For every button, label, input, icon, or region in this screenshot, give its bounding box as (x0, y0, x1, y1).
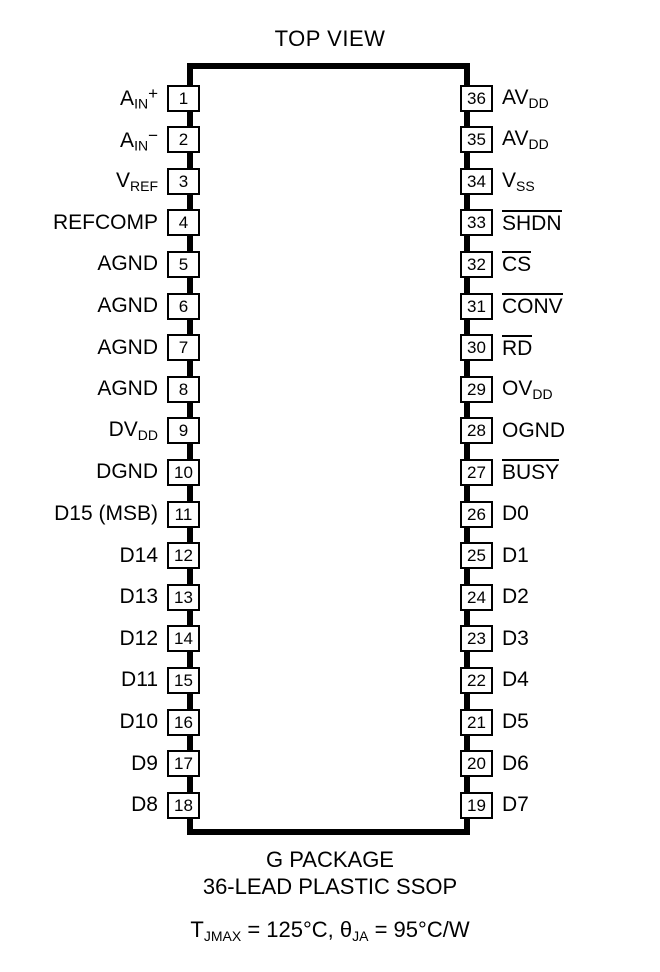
pin-row (0, 542, 200, 570)
pin-label-33: SHDN (502, 211, 562, 235)
pin-row (460, 625, 660, 653)
pin-label-31: CONV (502, 295, 563, 318)
pin-label-8: AGND (97, 377, 158, 401)
pin-number-24: 24 (460, 584, 493, 611)
pin-label-11: D15 (MSB) (54, 502, 158, 525)
pin-number-27: 27 (460, 459, 493, 486)
pin-label-18: D8 (131, 793, 158, 817)
pin-number-1: 1 (167, 85, 200, 112)
pin-row (460, 334, 660, 362)
pin-row (0, 126, 200, 154)
pin-label-21: D5 (502, 710, 529, 733)
pin-row (0, 458, 200, 486)
pin-label-20: D6 (502, 751, 529, 775)
pin-row (0, 334, 200, 362)
pin-row (460, 708, 660, 736)
pin-row (460, 417, 660, 445)
pin-number-26: 26 (460, 501, 493, 528)
page-title: TOP VIEW (274, 26, 386, 51)
pin-row (460, 84, 660, 112)
pin-row (0, 250, 200, 278)
pin-label-6: AGND (97, 294, 158, 317)
pin-label-27: BUSY (502, 461, 560, 485)
package-type-caption: 36-LEAD PLASTIC SSOP (202, 874, 458, 899)
pin-number-32: 32 (460, 251, 493, 278)
pin-row (0, 417, 200, 445)
pin-number-13: 13 (167, 584, 200, 611)
pin-number-6: 6 (167, 293, 200, 320)
pin-row (460, 542, 660, 570)
pin-row (460, 666, 660, 694)
pin-row (0, 84, 200, 112)
pin-label-30: RD (502, 336, 533, 360)
pin-number-19: 19 (460, 792, 493, 819)
pin-number-35: 35 (460, 126, 493, 153)
package-name-caption: G PACKAGE (266, 847, 394, 872)
pin-label-19: D7 (502, 793, 529, 817)
pin-row (460, 167, 660, 195)
pin-label-2: $A_{IN}^-$ (120, 125, 158, 154)
pin-number-4: 4 (167, 209, 200, 236)
pin-label-29: $OV_{DD}$ (502, 376, 553, 402)
pin-label-22: D4 (502, 668, 529, 692)
pin-label-34: $V_{SS}$ (502, 168, 535, 194)
pin-label-24: D2 (502, 585, 529, 609)
pin-number-21: 21 (460, 709, 493, 736)
pin-label-3: $V_{REF}$ (115, 168, 158, 194)
pin-label-5: AGND (97, 252, 158, 276)
pin-number-18: 18 (167, 792, 200, 819)
pin-row (0, 666, 200, 694)
pin-label-25: D1 (502, 543, 529, 567)
pin-row (460, 583, 660, 611)
pin-row (460, 126, 660, 154)
pin-number-33: 33 (460, 209, 493, 236)
pin-row (460, 458, 660, 486)
pin-number-20: 20 (460, 750, 493, 777)
pin-label-15: D11 (121, 668, 158, 692)
pin-number-5: 5 (167, 251, 200, 278)
pin-row (460, 791, 660, 819)
pin-row (0, 791, 200, 819)
pin-label-28: OGND (502, 418, 565, 442)
pin-label-7: AGND (97, 335, 158, 359)
pin-number-23: 23 (460, 625, 493, 652)
pin-label-12: D14 (119, 543, 158, 567)
pin-label-1: $A_{IN}^+$ (120, 84, 158, 112)
pin-number-29: 29 (460, 376, 493, 403)
pin-number-8: 8 (167, 376, 200, 403)
pin-row (460, 375, 660, 403)
pin-number-16: 16 (167, 709, 200, 736)
thermal-spec-caption: $T_{JMAX} = 125^\circ C$, $\theta_{JA} = 95^\circ C/W$ (190, 917, 470, 944)
pin-row (0, 708, 200, 736)
pin-number-28: 28 (460, 417, 493, 444)
pin-label-36: $AV_{DD}$ (502, 85, 549, 111)
pin-label-9: $DV_{DD}$ (108, 418, 158, 444)
pin-row (460, 292, 660, 320)
pin-row (460, 750, 660, 778)
pin-number-3: 3 (167, 168, 200, 195)
pin-label-16: D10 (119, 710, 158, 733)
pin-row (460, 209, 660, 237)
pin-number-17: 17 (167, 750, 200, 777)
pin-row (0, 167, 200, 195)
pin-number-12: 12 (167, 542, 200, 569)
pin-number-10: 10 (167, 459, 200, 486)
pin-number-14: 14 (167, 625, 200, 652)
pin-number-2: 2 (167, 126, 200, 153)
pin-label-26: D0 (502, 502, 529, 525)
pin-row (0, 292, 200, 320)
pin-number-34: 34 (460, 168, 493, 195)
pin-number-15: 15 (167, 667, 200, 694)
pin-row (0, 583, 200, 611)
pin-label-10: DGND (96, 460, 158, 484)
pin-row (0, 209, 200, 237)
pin-row (460, 250, 660, 278)
pin-label-23: D3 (502, 626, 529, 650)
pin-number-25: 25 (460, 542, 493, 569)
ssop-package-outline (187, 63, 470, 835)
pin-number-30: 30 (460, 334, 493, 361)
pin-label-14: D12 (119, 626, 158, 650)
pin-label-13: D13 (119, 585, 158, 609)
pin-row (460, 500, 660, 528)
pin-number-9: 9 (167, 417, 200, 444)
pin-number-7: 7 (167, 334, 200, 361)
pin-number-31: 31 (460, 293, 493, 320)
pin-label-35: $AV_{DD}$ (502, 127, 549, 153)
pin-row (0, 375, 200, 403)
pin-row (0, 625, 200, 653)
pin-row (0, 750, 200, 778)
pin-number-36: 36 (460, 85, 493, 112)
pin-row (0, 500, 200, 528)
pin-label-4: REFCOMP (53, 210, 158, 234)
pin-number-22: 22 (460, 667, 493, 694)
pin-label-32: CS (502, 253, 532, 277)
pin-number-11: 11 (167, 501, 200, 528)
pin-label-17: D9 (131, 751, 158, 775)
